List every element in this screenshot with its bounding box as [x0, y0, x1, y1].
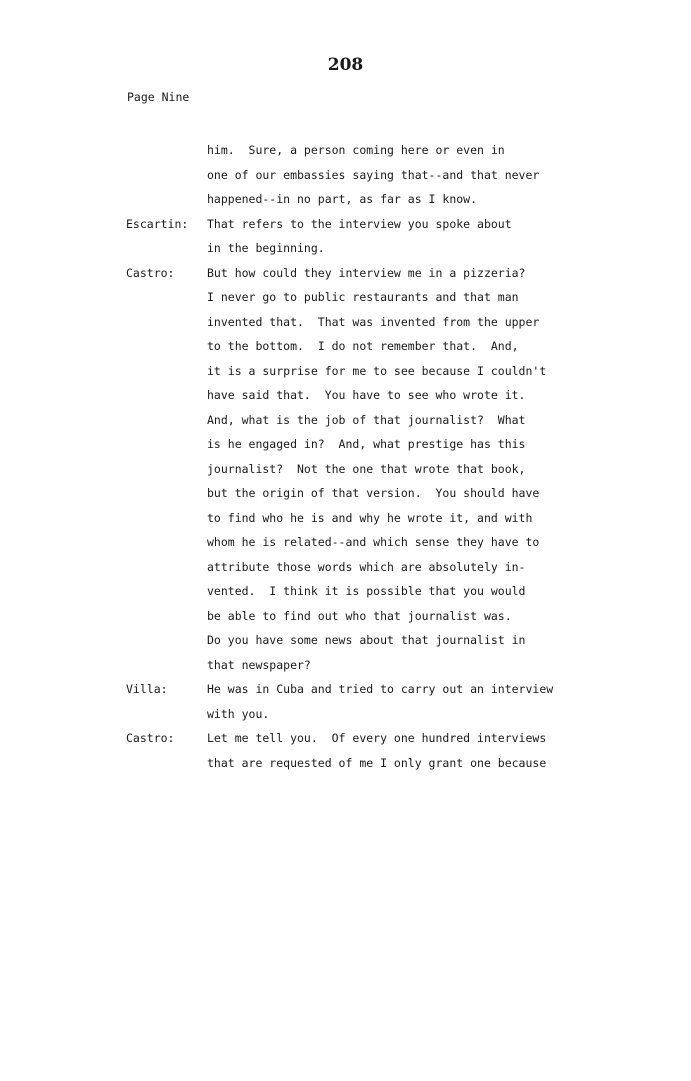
speaker-label: Castro:	[126, 265, 175, 280]
line-text: have said that. You have to see who wrote it.	[207, 388, 526, 402]
transcript-line	[0, 339, 691, 364]
transcript-line	[0, 731, 691, 756]
line-text: attribute those words which are absolutely in-	[207, 559, 526, 574]
transcript-line	[0, 413, 691, 438]
transcript-line	[0, 290, 691, 315]
transcript-line	[0, 756, 691, 781]
line-text: journalist? Not the one that wrote that book,	[207, 461, 526, 476]
transcript-line	[0, 462, 691, 487]
line-text: And, what is the job of that journalist? What	[207, 412, 526, 427]
line-text: to find who he is and why he wrote it, and with	[207, 510, 533, 525]
line-text: with you.	[207, 706, 270, 721]
line-text: Let me tell you. Of every one hundred interviews	[207, 731, 547, 745]
transcript-line	[0, 266, 691, 291]
transcript-line	[0, 560, 691, 585]
line-text: I never go to public restaurants and that man	[207, 290, 519, 304]
line-text: be able to find out who that journalist was.	[207, 608, 512, 623]
speaker-label: Castro:	[126, 731, 175, 745]
line-text: that newspaper?	[207, 657, 311, 672]
transcript-line	[0, 143, 691, 168]
line-text: whom he is related--and which sense they have to	[207, 535, 540, 549]
line-text: is he engaged in? And, what prestige has this	[207, 437, 526, 451]
transcript-line	[0, 584, 691, 609]
transcript-line	[0, 192, 691, 217]
line-text: him. Sure, a person coming here or even in	[207, 143, 505, 157]
transcript-line	[0, 486, 691, 511]
transcript-line	[0, 217, 691, 242]
line-text: vented. I think it is possible that you would	[207, 584, 526, 598]
line-text: in the beginning.	[207, 241, 325, 255]
speaker-label: Escartin:	[126, 216, 189, 231]
line-text: one of our embassies saying that--and that never	[207, 167, 540, 182]
transcript-line	[0, 658, 691, 683]
transcript-line	[0, 315, 691, 340]
transcript-line	[0, 364, 691, 389]
transcript-line	[0, 241, 691, 266]
transcript-line	[0, 168, 691, 193]
line-text: to the bottom. I do not remember that. And,	[207, 339, 519, 353]
transcript-line	[0, 609, 691, 634]
transcript-line	[0, 707, 691, 732]
line-text: that are requested of me I only grant one because	[207, 755, 547, 770]
line-text: but the origin of that version. You should have	[207, 486, 540, 500]
line-text: Do you have some news about that journalist in	[207, 633, 526, 647]
page-header: Page Nine	[127, 90, 190, 104]
line-text: He was in Cuba and tried to carry out an interview	[207, 682, 554, 696]
transcript-line	[0, 511, 691, 536]
line-text: happened--in no part, as far as I know.	[207, 192, 478, 206]
speaker-label: Villa:	[126, 682, 168, 696]
transcript-line	[0, 388, 691, 413]
page-number: 208	[327, 55, 364, 75]
transcript-line	[0, 535, 691, 560]
line-text: But how could they interview me in a pizzeria?	[207, 265, 526, 280]
line-text: it is a surprise for me to see because I couldn't	[207, 363, 547, 378]
transcript-line	[0, 682, 691, 707]
transcript-line	[0, 633, 691, 658]
line-text: invented that. That was invented from the upper	[207, 314, 540, 329]
transcript-body	[0, 143, 691, 780]
transcript-line	[0, 437, 691, 462]
line-text: That refers to the interview you spoke about	[207, 216, 512, 231]
